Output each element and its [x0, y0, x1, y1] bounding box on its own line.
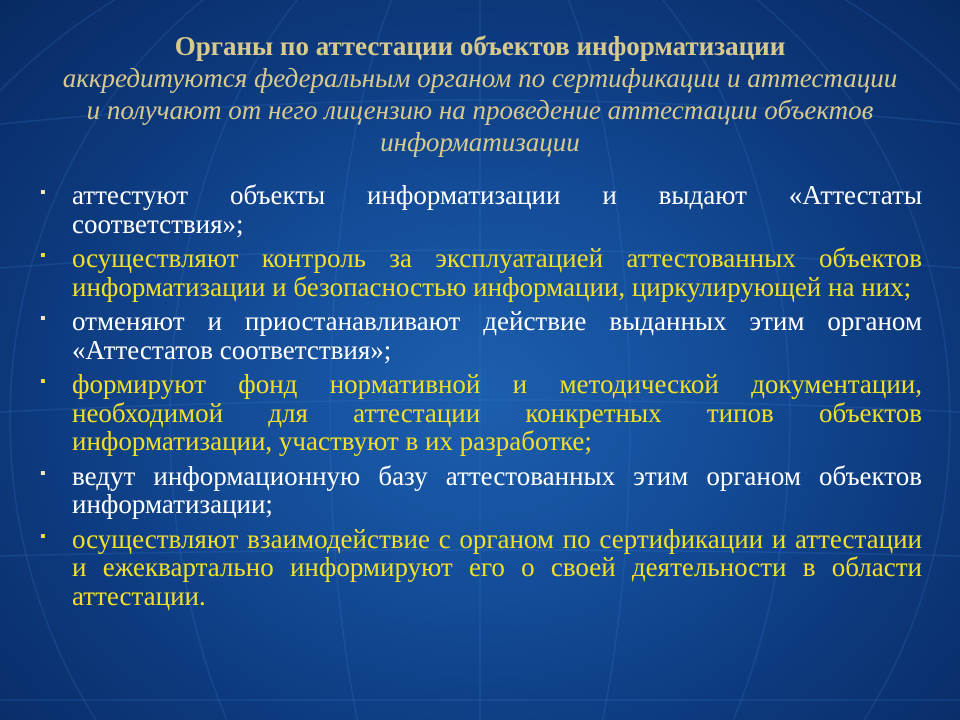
- bullet-icon: ▪: [40, 247, 46, 264]
- list-item-text: осуществляют контроль за эксплуатацией аттестованных объектов информатизации и безопасностью информации, циркулирующей на них;: [72, 243, 922, 302]
- bullet-icon: ▪: [40, 373, 46, 390]
- bullet-icon: ▪: [40, 464, 46, 482]
- list-item: [40, 462, 922, 519]
- slide-header: [60, 30, 900, 158]
- list-item: [40, 244, 922, 301]
- bullet-icon: ▪: [40, 184, 46, 201]
- list-item-text: ведут информационную базу аттестованных этим органом объектов информатизации;: [72, 460, 922, 519]
- list-item-text: осуществляют взаимодействие с органом по сертификации и аттестации и ежеквартально информируют его о своей деятельности в области аттестации.: [72, 523, 922, 611]
- bullet-icon: ▪: [40, 310, 46, 327]
- slide-subtitle: аккредитуются федеральным органом по сертификации и аттестации и получают от него лицензию на проведение аттестации объектов информатизации: [62, 63, 898, 157]
- list-item-text: аттестуют объекты информатизации и выдают «Аттестаты соответствия»;: [72, 180, 922, 239]
- list-item: [40, 370, 922, 456]
- bullet-list: [40, 181, 922, 616]
- list-item: [40, 307, 922, 364]
- slide-title: Органы по аттестации объектов информатизации: [174, 31, 786, 61]
- list-item: [40, 525, 922, 611]
- bullet-icon: ▪: [40, 527, 46, 545]
- list-item: [40, 181, 922, 238]
- list-item-text: формируют фонд нормативной и методической документации, необходимой для аттестации конкретных типов объектов информатизации, участвуют в их разработке;: [72, 369, 922, 456]
- list-item-text: отменяют и приостанавливают действие выданных этим органом «Аттестатов соответствия»;: [72, 306, 922, 365]
